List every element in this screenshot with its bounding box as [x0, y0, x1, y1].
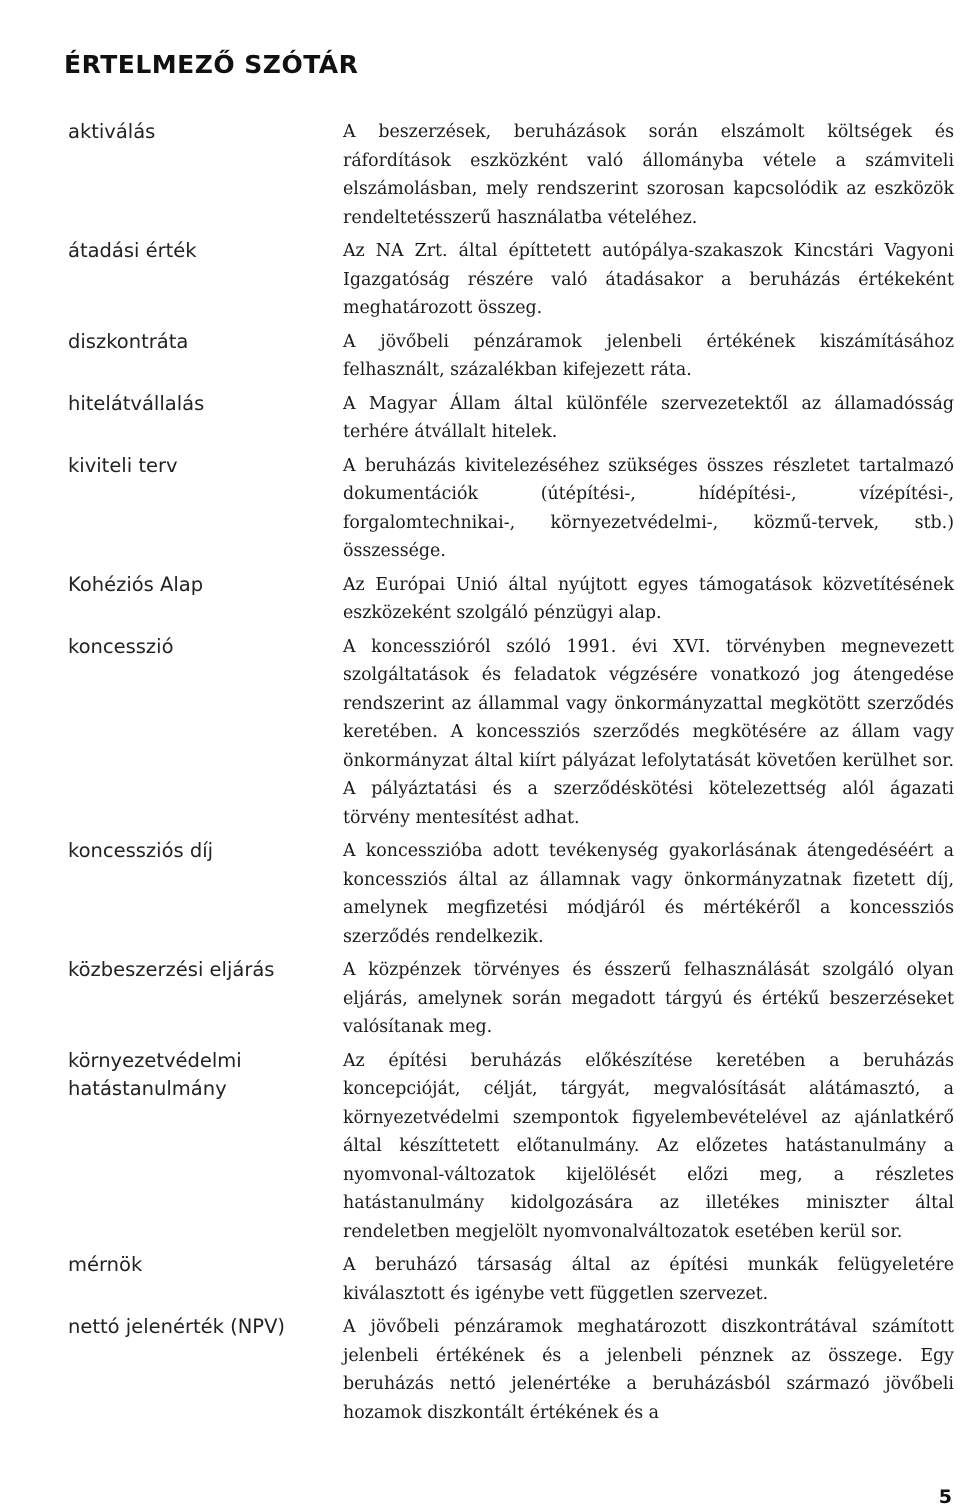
glossary-term: kiviteli terv: [68, 453, 178, 477]
glossary-definition: A koncesszióba adott tevékenység gyakorlásának átengedéséért a koncessziós által az államnak vagy önkormányzatnak fizetett díj, amelynek megfizetési módjáról és mértékéről a koncessziós szerződés rendelkezik.: [343, 841, 954, 947]
glossary-term: aktiválás: [68, 120, 156, 143]
glossary-term: átadási érték: [68, 239, 197, 262]
glossary-entry: [68, 956, 954, 1042]
glossary-entry: [68, 1047, 954, 1247]
glossary-entry: [68, 837, 954, 951]
glossary-entry: [68, 328, 954, 385]
glossary-definition: A jövőbeli pénzáramok meghatározott diszkontrátával számított jelenbeli értékének és a jelenbeli pénznek az összege. Egy beruházás nettó jelenértéke a beruházásból származó jövőbeli hozamok diszkontált értékének és a: [343, 1317, 954, 1423]
glossary-term: közbeszerzési eljárás: [68, 958, 275, 981]
glossary-entry: [68, 237, 954, 323]
glossary-definition: A Magyar Állam által különféle szervezetektől az államadósság terhére átvállalt hitelek.: [343, 393, 954, 442]
glossary-definition: Az Európai Unió által nyújtott egyes támogatások közvetítésének eszközeként szolgáló pénzügyi alap.: [343, 574, 954, 623]
page-number: 5: [938, 1486, 952, 1508]
glossary-definition: A koncesszióról szóló 1991. évi XVI. törvényben megnevezett szolgáltatások és feladatok végzésére vonatkozó jog átengedése rendszerint az állammal vagy önkormányzattal megkötött szerződés keretében. A koncessziós szerződés megkötésére az állam vagy önkormányzat által kiírt pályázat lefolytatását követően kerülhet sor. A pályáztatási és a szerződéskötési kötelezettség alól ágazati törvény mentesítést adhat.: [343, 636, 954, 828]
glossary-term: mérnök: [68, 1253, 143, 1276]
glossary-definition: A beszerzések, beruházások során elszámolt költségek és ráfordítások eszközként való állományba vétele a számviteli elszámolásban, mely rendszerint szorosan kapcsolódik az eszközök rendeltetésszerű használatba vételéhez.: [343, 122, 954, 228]
glossary-definition: Az építési beruházás előkészítése keretében a beruházás koncepcióját, célját, tárgyát, megvalósítását alátámasztó, a környezetvédelmi szempontok figyelembevételével az ajánlatkérő által készíttetett előtanulmány. Az előzetes hatástanulmány a nyomvonal-változatok kijelölését előzi meg, a részletes hatástanulmány kidolgozására az illetékes miniszter által rendeletben megjelölt nyomvonalváltozatok esetében kerül sor.: [343, 1050, 954, 1242]
glossary-definition: A közpénzek törvényes és ésszerű felhasználását szolgáló olyan eljárás, amelynek során megadott tárgyú és értékű beszerzéseket valósítanak meg.: [343, 960, 954, 1037]
glossary-entry: [68, 452, 954, 566]
glossary-entry: [68, 390, 954, 447]
glossary-term: hitelátvállalás: [68, 391, 205, 415]
glossary-entry: [68, 118, 954, 232]
glossary-term: koncesszió: [68, 634, 174, 658]
glossary-definition: Az NA Zrt. által építtetett autópálya-szakaszok Kincstári Vagyoni Igazgatóság részére való átadásakor a beruházás értékeként meghatározott összeg.: [343, 241, 954, 318]
glossary-term: koncessziós díj: [68, 839, 214, 862]
glossary-entry: [68, 1251, 954, 1308]
glossary-term: diszkontráta: [68, 329, 189, 353]
glossary-definition: A jövőbeli pénzáramok jelenbeli értékének kiszámításához felhasznált, százalékban kifejezett ráta.: [343, 331, 954, 380]
glossary-entry: [68, 571, 954, 628]
glossary-entry: [68, 1313, 954, 1427]
glossary-list: [68, 118, 954, 1432]
page-title: ÉRTELMEZŐ SZÓTÁR: [64, 50, 359, 79]
glossary-term: Kohéziós Alap: [68, 572, 204, 596]
glossary-definition: A beruházó társaság által az építési munkák felügyeletére kiválasztott és igénybe vett független szervezet.: [343, 1255, 954, 1304]
glossary-term: nettó jelenérték (NPV): [68, 1315, 286, 1338]
glossary-term: környezetvédelmi hatástanulmány: [68, 1048, 242, 1100]
glossary-entry: [68, 633, 954, 833]
glossary-definition: A beruházás kivitelezéséhez szükséges összes részletet tartalmazó dokumentációk (útépítési-, hídépítési-, vízépítési-, forgalomtechnikai-, környezetvédelmi-, közmű-tervek, stb.) összessége.: [343, 455, 954, 561]
